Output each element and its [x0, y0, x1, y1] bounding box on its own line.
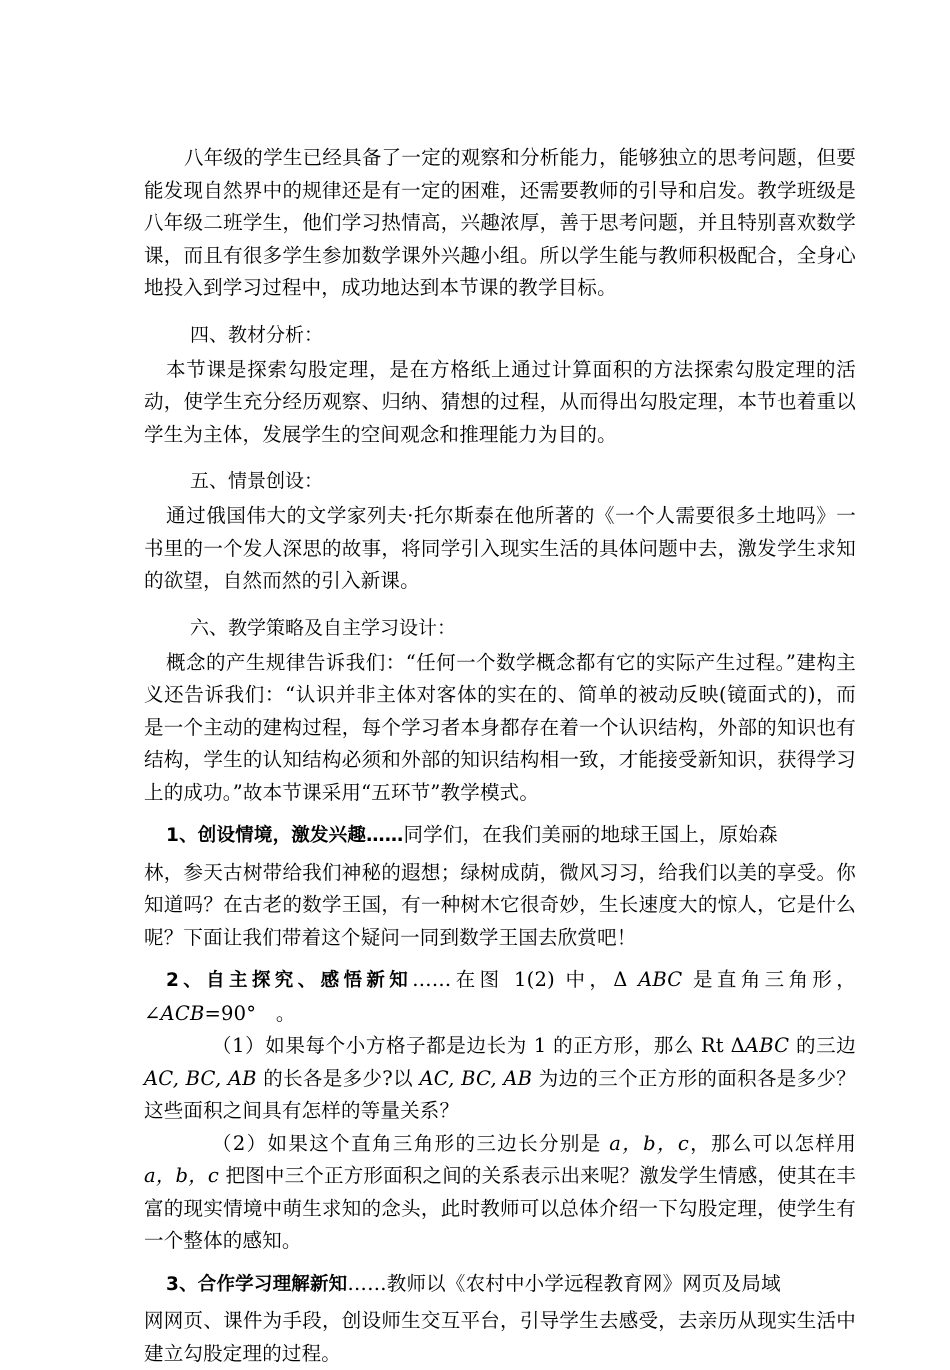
- q1-abc: ABC: [744, 1034, 790, 1057]
- step-3-paragraph: 网网页、课件为手段，创设师生交互平台，引导学生去感受，去亲历从现实生活中建立勾股定理的过程。: [144, 1309, 856, 1365]
- step-2-title: 2、自主探究、感悟新知: [166, 970, 413, 991]
- q1-sides-2: AC, BC, AB: [419, 1066, 533, 1090]
- step-3-title: 3、合作学习理解新知: [166, 1273, 348, 1295]
- q1-text-d: 为边的三个正方形的面积各是多少？这些面积之间具有怎样的等量关系？: [144, 1066, 857, 1122]
- section-6-heading: 六、教学策略及自主学习设计：: [190, 616, 457, 639]
- document-page: [144, 142, 856, 1370]
- intro-paragraph: 八年级的学生已经具备了一定的观察和分析能力，能够独立的思考问题，但要能发现自然界中的规律还是有一定的困难，还需要教师的引导和启发。教学班级是八年级二班学生，他们学习热情高，兴趣浓厚，善于思考问题，并且特别喜欢数学课，而且有很多学生参加数学课外兴趣小组。所以学生能与教师积极配合，全身心地投入到学习过程中，成功地达到本节课的教学目标。: [144, 146, 856, 299]
- question-1-paragraph: [144, 1030, 856, 1128]
- step-1-line: [144, 819, 856, 853]
- q1-sides: AC, BC, AB: [144, 1066, 257, 1090]
- q2-text-b: ，那么可以怎样用: [688, 1131, 856, 1155]
- q1-text-b: 的三边: [789, 1034, 856, 1057]
- question-2-paragraph: [144, 1128, 856, 1258]
- step-1-title: 1、创设情境，激发兴趣……: [166, 825, 404, 846]
- q2-vars: a，b，c: [609, 1131, 689, 1155]
- q2-text-c: 把图中三个正方形面积之间的关系表示出来呢？激发学生情感，使其在丰富的现实情境中萌生求知的念头，此时教师可以总体介绍一下勾股定理，使学生有一个整体的感知。: [144, 1164, 857, 1252]
- angle-acb-label: ACB: [160, 1001, 205, 1025]
- step-3-text-a: ……教师以《农村中小学远程教育网》网页及局域: [347, 1271, 781, 1295]
- section-5-paragraph: 通过俄国伟大的文学家列夫·托尔斯泰在他所著的《一个人需要很多土地吗》一书里的一个发人深思的故事，将同学引入现实生活的具体问题中去，激发学生求知的欲望，自然而然的引入新课。: [144, 504, 856, 592]
- step-2-text-b: 是直角三角形，∠: [144, 968, 856, 1025]
- step-2-text-a: ……在图 1(2) 中，Δ: [412, 968, 639, 991]
- step-1-text-a: 同学们，在我们美丽的地球王国上，原始森: [403, 823, 778, 846]
- q1-text-c: 的长各是多少?以: [256, 1066, 420, 1090]
- section-4-paragraph: 本节课是探索勾股定理，是在方格纸上通过计算面积的方法探索勾股定理的活动，使学生充分经历观察、归纳、猜想的过程，从而得出勾股定理，本节也着重以学生为主体，发展学生的空间观念和推理能力为目的。: [144, 357, 856, 446]
- section-6-paragraph: 概念的产生规律告诉我们：“任何一个数学概念都有它的实际产生过程。”建构主义还告诉我们：“认识并非主体对客体的实在的、简单的被动反映(镜面式的)，而是一个主动的建构过程，每个学习者本身都存在着一个认识结构，外部的知识也有结构，学生的认知结构必须和外部的知识结构相一致，才能接受新知识，获得学习上的成功。”故本节课采用“五环节”教学模式。: [144, 650, 856, 804]
- step-3-line: [144, 1268, 856, 1302]
- q1-text-a: （1）如果每个小方格子都是边长为 1 的正方形，那么 Rt Δ: [212, 1034, 745, 1057]
- triangle-abc-label: ABC: [638, 968, 683, 991]
- q2-text-a: （2）如果这个直角三角形的三边长分别是: [212, 1131, 610, 1155]
- step-2-text-c: =90° 。: [204, 1001, 296, 1025]
- q2-vars-2: a，b，c: [144, 1164, 220, 1187]
- step-2-line: [144, 964, 856, 1030]
- step-1-paragraph: 林，参天古树带给我们神秘的遐想；绿树成荫，微风习习，给我们以美的享受。你知道吗？在古老的数学王国，有一种树木它很奇妙，生长速度大的惊人，它是什么呢？下面让我们带着这个疑问一同到数学王国去欣赏吧！: [144, 860, 856, 949]
- section-4-heading: 四、教材分析：: [190, 323, 324, 346]
- section-5-heading: 五、情景创设：: [190, 470, 324, 492]
